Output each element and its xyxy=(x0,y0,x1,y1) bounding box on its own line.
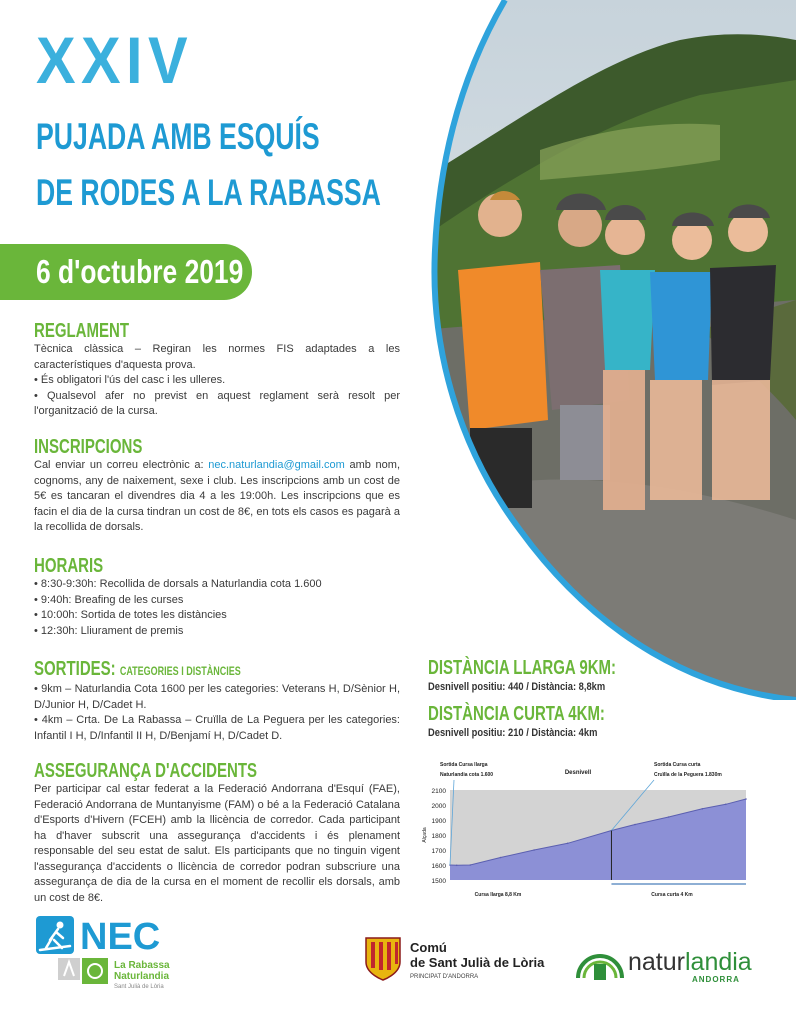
asseguranca-body: Per participar cal estar federat a la Federació Andorrana d'Esquí (FAE), Federació Andorrana de Muntanyisme (FAM) o bé a la Federació Catalana d'Esports d'Hivern (FCEH) amb la llicència de corredor. Cada participant ha d'haver subscrit una assegurança d'accidents i és plenament responsable del seu estat de salut. Els participants que no tinguin vigent l'assegurança d'accidents o llicència de corredor podran subscriure una assegurança de dia de la cursa en el moment de recollir els dorsals, amb un cost de 8€. xyxy=(34,783,400,904)
comu-line-2: de Sant Julià de Lòria xyxy=(410,955,545,970)
profile-point xyxy=(634,824,636,826)
reglament-line: • És obligatori l'ús del casc i les ulleres. xyxy=(34,374,226,386)
horaris-item: • 8:30-9:30h: Recollida de dorsals a Naturlandia cota 1.600 xyxy=(34,578,322,590)
profile-point xyxy=(702,808,704,810)
y-axis-label: Alçada xyxy=(422,827,428,843)
inscripcions-title: INSCRIPCIONS xyxy=(34,436,143,458)
reglament-section xyxy=(34,320,400,420)
long-start-label: Sortida Cursa llarga xyxy=(440,762,488,768)
comu-line-1: Comú xyxy=(410,940,447,955)
distancia-curta-title: DISTÀNCIA CURTA 4KM: xyxy=(428,703,605,725)
horaris-item: • 9:40h: Breafing de les curses xyxy=(34,593,184,606)
y-tick-label: 1800 xyxy=(431,833,446,840)
profile-point xyxy=(668,816,670,818)
reglament-title: REGLAMENT xyxy=(34,320,130,342)
asseguranca-section xyxy=(34,760,400,906)
y-tick-label: 1600 xyxy=(431,863,446,870)
y-tick-label: 2000 xyxy=(431,803,446,810)
reglament-body xyxy=(34,342,400,420)
profile-point xyxy=(469,864,471,866)
horaris-list xyxy=(34,577,400,639)
inscripcions-text: amb nom, cognoms, any de naixement, sexe i club. Les inscripcions amb un cost de 5€ es tancaran el divendres dia 4 a les 19:00h. Les inscripcions que es facin el dia de la cursa tindran un cost de 8€, en tots els casos es pagarà a la recollida de dorsals. xyxy=(34,459,401,533)
reglament-line: • Qualsevol afer no previst en aquest reglament serà resolt per l'organització de la cursa. xyxy=(34,389,400,417)
nec-name: NEC xyxy=(80,916,161,958)
profile-point xyxy=(725,804,727,806)
sortides-list xyxy=(34,682,400,744)
profile-point xyxy=(745,798,747,800)
naturlandia-name: naturlandia xyxy=(628,948,752,976)
long-start-label: Naturlandia cota 1.600 xyxy=(440,772,494,778)
sortides-item: • 9km – Naturlandia Cota 1600 per les categories: Veterans H, D/Sènior H, D/Junior H, D/Cadet H. xyxy=(34,683,400,711)
naturlandia-country: ANDORRA xyxy=(692,975,740,984)
profile-point xyxy=(500,857,502,859)
short-start-label: Cruïlla de la Peguera 1.830m xyxy=(654,772,722,778)
profile-point xyxy=(533,849,535,851)
short-course-label: Cursa curta 4 Km xyxy=(651,892,693,898)
profile-point xyxy=(456,865,458,867)
distancia-curta-info: Desnivell positiu: 210 / Distància: 4km xyxy=(428,727,598,739)
distancia-llarga-title: DISTÀNCIA LLARGA 9KM: xyxy=(428,657,617,679)
long-course-label: Cursa llarga 8,8 Km xyxy=(474,892,522,898)
inscripcions-section xyxy=(34,436,400,536)
comu-logo xyxy=(360,932,560,982)
horaris-title: HORARIS xyxy=(34,555,104,577)
sortides-title xyxy=(34,658,309,682)
y-tick-label: 1700 xyxy=(431,848,446,855)
horaris-section xyxy=(34,555,400,639)
nec-logo xyxy=(34,914,184,994)
sortides-subtitle: CATEGORIES I DISTÀNCIES xyxy=(119,664,241,678)
nec-line-1: La Rabassa xyxy=(114,960,170,971)
distancia-llarga-info: Desnivell positiu: 440 / Distància: 8,8km xyxy=(428,681,606,693)
y-tick-label: 2100 xyxy=(431,788,446,795)
profile-point xyxy=(567,843,569,845)
chart-title: Desnivell xyxy=(564,770,592,776)
horaris-item: • 10:00h: Sortida de totes les distàncies xyxy=(34,609,227,621)
sortides-item: • 4km – Crta. De La Rabassa – Cruïlla de La Peguera per les categories: Infantil I H, D/Infantil II H, D/Benjamí H, D/Cadet D. xyxy=(34,714,400,742)
inscripcions-text: Cal enviar un correu electrònic a: xyxy=(34,459,209,471)
sortides-heading: SORTIDES: xyxy=(34,658,116,680)
nec-line-2: Naturlandia xyxy=(114,971,170,982)
y-tick-label: 1500 xyxy=(431,878,446,885)
event-date: 6 d'octubre 2019 xyxy=(36,253,244,290)
sortides-section xyxy=(34,658,400,744)
comu-line-3: PRINCIPAT D'ANDORRA xyxy=(410,974,479,980)
title-line-1: PUJADA AMB ESQUÍS xyxy=(36,116,320,157)
y-tick-label: 1900 xyxy=(431,818,446,825)
nec-line-3: Sant Julià de Lòria xyxy=(114,984,164,990)
elevation-profile-chart xyxy=(418,756,758,906)
naturlandia-logo xyxy=(574,934,774,984)
inscripcions-body xyxy=(34,458,400,536)
short-start-label: Sortida Cursa curta xyxy=(654,762,701,768)
horaris-item: • 12:30h: Lliurament de premis xyxy=(34,624,184,637)
contact-email-link[interactable]: nec.naturlandia@gmail.com xyxy=(208,459,345,471)
asseguranca-title: ASSEGURANÇA D'ACCIDENTS xyxy=(34,760,258,782)
reglament-line: Tècnica clàssica – Regiran les normes FIS adaptades a les característiques d'aquesta prova. xyxy=(34,343,400,371)
title-line-2: DE RODES A LA RABASSA xyxy=(36,172,381,213)
edition-number: XXIV xyxy=(36,23,193,97)
date-banner xyxy=(0,244,252,300)
